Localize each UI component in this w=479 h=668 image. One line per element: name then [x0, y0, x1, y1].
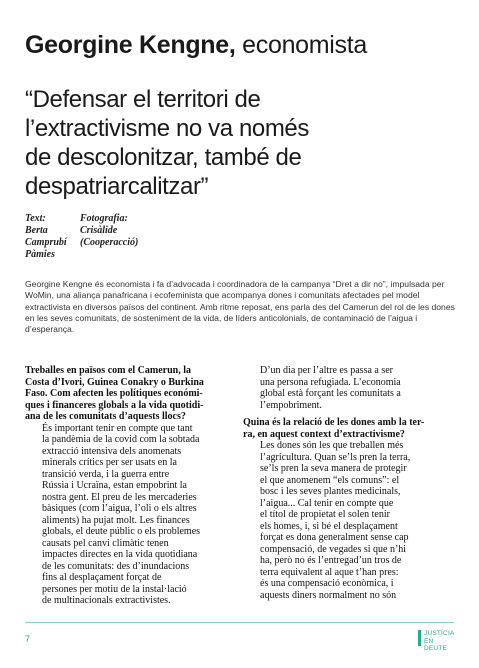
question-line: Faso. Com afecten les polítiques económi-: [25, 388, 203, 399]
page-number: 7: [25, 634, 31, 644]
answer-line: el títol de propietat el solen tenir: [260, 509, 390, 520]
interview-answer-continued: [243, 365, 458, 411]
answer-line: global està forçant les comunitats a: [260, 388, 401, 399]
answer-line: globals, el deute públic o els problemes: [42, 526, 201, 537]
intro-paragraph: Georgine Kengne és economista i fa d’advocada i coordinadora de la campanya “Dret a dir no”, impulsada per WoMin, una aliança panafricana i ecofeminista que acompanya dones i comunitats afectades pel model extractivista en diversos països del continent. Amb ritme reposat, ens parla des del Camerun del rol de les dones en les seves comunitats, de sosteniment de la vida, de líders anticolonials, de contaminació de l’aigua i d’esperança.: [25, 279, 455, 335]
answer-line: de les comunitats: des d’inundacions: [42, 560, 190, 572]
interview-answer: [25, 423, 240, 607]
question-line: Quina és la relació de les dones amb la ter-: [243, 417, 425, 428]
answer-line: nostra gent. El preu de les mercaderies: [42, 491, 197, 503]
logo-mark-icon: [418, 630, 421, 646]
logo-text: [424, 630, 458, 653]
answer-line: persones per motiu de la instal·lació: [42, 583, 187, 595]
answer-line: forçat es dona generalment sense cap: [260, 532, 409, 543]
left-column: [25, 365, 240, 607]
quote-line: de descolonitzar, també de: [25, 144, 302, 171]
text-credit-author: Berta: [25, 225, 48, 236]
answer-line: causats pel canvi climàtic tenen: [42, 537, 169, 549]
answer-line: bàsiques (com l’aigua, l’oli o els altres: [42, 503, 197, 514]
answer-line: és una compensació econòmica, i: [260, 578, 394, 589]
answer-line: ha, però no és l’entregad’un tros de: [260, 555, 402, 566]
answer-line: És important tenir en compte que tant: [42, 422, 193, 434]
question-line: ana de les comunitats d’aquests llocs?: [25, 411, 186, 422]
answer-line: l’agricultura. Quan se’ls pren la terra,: [260, 451, 411, 463]
answer-line: de multinacionals extractivistes.: [42, 595, 171, 606]
answer-line: compensació, de vegades si que n’hi: [260, 543, 407, 555]
answer-line: minerals crítics per ser usats en la: [42, 457, 177, 468]
answer-line: bosc i les seves plantes medicinals,: [260, 486, 401, 497]
answer-line: se’ls pren la seva manera de protegir: [260, 463, 407, 474]
text-credit-author: Pàmies: [25, 249, 55, 260]
answer-line: aquests diners normalment no són: [260, 589, 397, 601]
answer-line: la pandèmia de la covid com la sobtada: [42, 434, 200, 445]
answer-line: impactes directes en la vida quotidiana: [42, 549, 198, 560]
text-credit-label: Text:: [25, 213, 46, 224]
justicia-en-deute-logo: [418, 630, 458, 652]
article-title: [25, 30, 367, 60]
answer-line: l’aigua... Cal tenir en compte que: [260, 497, 394, 509]
answer-line: Rússia i Ucraïna, estan empobrint la: [42, 480, 187, 491]
question-line: Treballes en països com el Camerun, la: [25, 365, 192, 376]
answer-line: transició verda, i la guerra entre: [42, 468, 170, 480]
right-column: [243, 365, 458, 601]
footer-divider: [25, 622, 454, 623]
answer-line: fins al desplaçament forçat de: [42, 572, 162, 583]
quote-line: despatriarcalitzar”: [25, 173, 209, 200]
interview-question: [243, 417, 458, 440]
answer-line: aliments) ha pujat molt. Les finances: [42, 514, 190, 526]
text-credit-author: Camprubí: [25, 237, 67, 248]
photo-credit: [80, 213, 180, 249]
headline-quote: [25, 85, 465, 201]
answer-line: una persona refugiada. L’economia: [260, 376, 401, 388]
interview-question: [25, 365, 240, 423]
logo-line-2: EN DEUTE: [424, 637, 448, 652]
question-line: ques i financeres globals a la vida quotidi-: [25, 399, 204, 411]
photo-credit-author: (Cooperacció): [80, 237, 139, 248]
quote-line: “Defensar el territori de: [25, 86, 261, 113]
answer-line: els homes, i, si bé el desplaçament: [260, 520, 398, 532]
text-credit: [25, 213, 73, 261]
answer-line: Les dones són les que treballen més: [260, 440, 404, 451]
interviewee-name: Georgine Kengne,: [25, 31, 236, 59]
logo-line-1: JUSTÍCIA: [424, 630, 455, 637]
answer-line: extracció intensiva dels anomenats: [42, 445, 182, 457]
quote-line: l’extractivisme no va només: [25, 115, 309, 142]
question-line: ra, en aquest context d’extractivisme?: [243, 428, 405, 440]
interviewee-role: economista: [235, 31, 368, 59]
interview-answer: [243, 440, 458, 601]
answer-line: D’un dia per l’altre es passa a ser: [260, 365, 393, 376]
photo-credit-author: Crisàlide: [80, 225, 118, 236]
answer-line: el que anomenem “els comuns”: el: [260, 474, 400, 486]
photo-credit-label: Fotografia:: [80, 213, 128, 224]
question-line: Costa d’Ivori, Guinea Conakry o Burkina: [25, 376, 204, 388]
answer-line: l’empobriment.: [260, 399, 322, 411]
answer-line: terra equivalent al aque t’han pres:: [260, 566, 399, 578]
